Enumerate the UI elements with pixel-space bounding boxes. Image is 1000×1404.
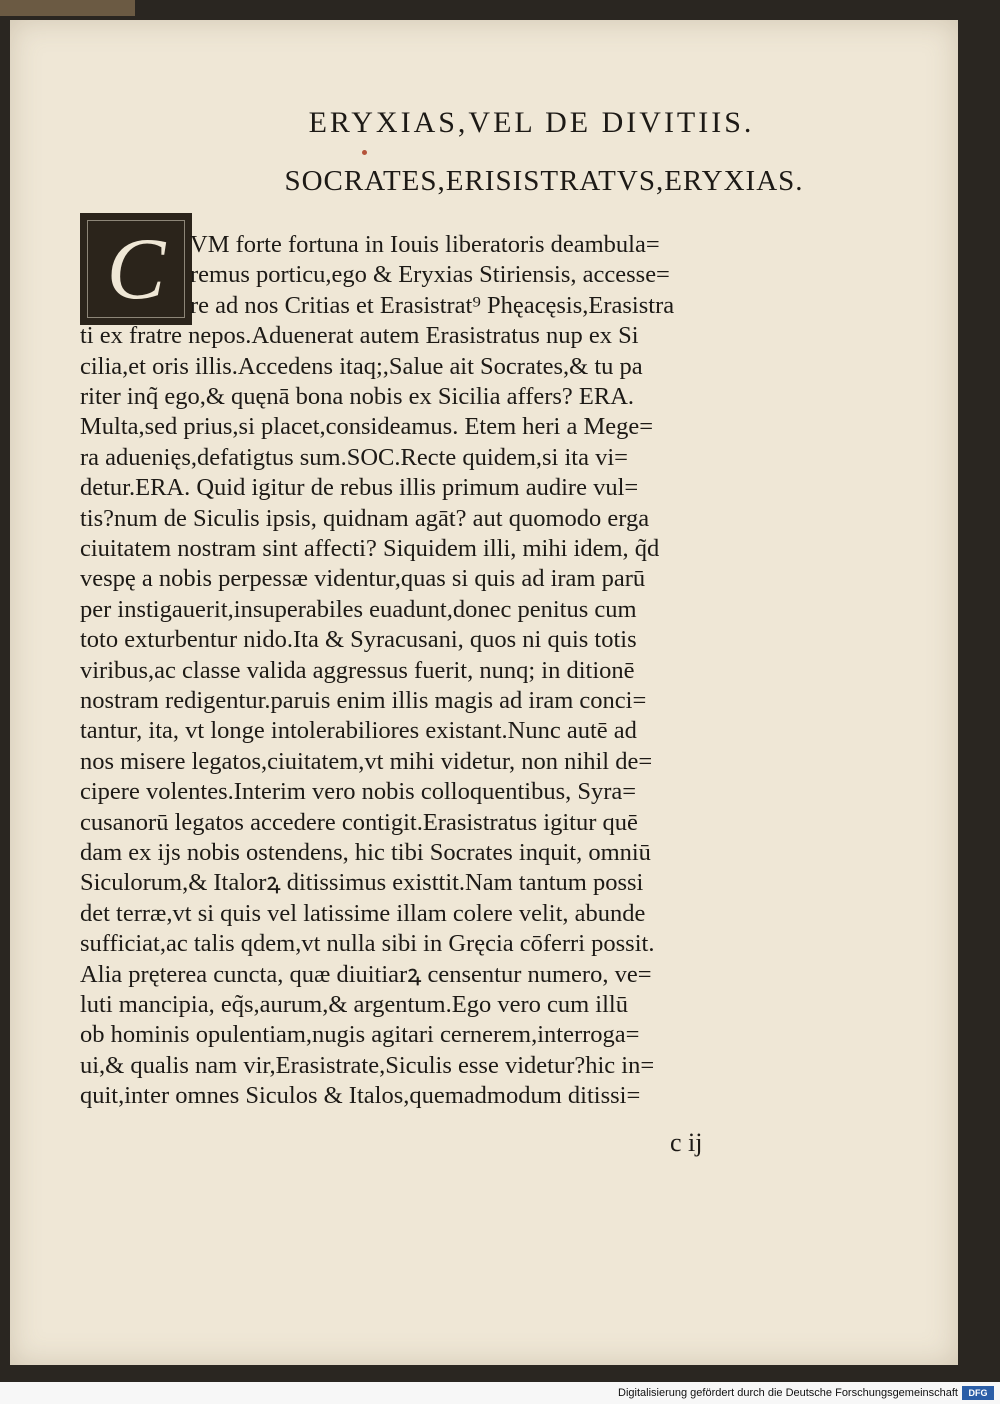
text-line: detur.ERA. Quid igitur de rebus illis primum audire vul=: [80, 474, 639, 502]
text-line: nostram redigentur.paruis enim illis magis ad iram conci=: [80, 687, 647, 714]
text-line: ra aduenięs,defatigtus sum.SOC.Recte quidem,si ita vi=: [80, 443, 628, 471]
footer-bar: [0, 1382, 1000, 1404]
scan-corner-edge: [0, 0, 135, 16]
text-line: ti ex fratre nepos.Aduenerat autem Erasistratus nup ex Si: [80, 322, 639, 350]
text-line: cilia,et oris illis.Accedens itaq;,Salue ait Socrates,& tu pa: [80, 352, 643, 380]
text-line: viribus,ac classe valida aggressus fuerit, nunq; in ditionē: [80, 656, 635, 684]
text-line: ui,& qualis nam vir,Erasistrate,Siculis esse videtur?hic in=: [80, 1051, 655, 1079]
text-line: cusanorū legatos accedere contigit.Erasistratus igitur quē: [80, 808, 638, 836]
text-line: ciuitatem nostram sint affecti? Siquidem illi, mihi idem, q̃d: [80, 535, 660, 562]
dfg-logo: DFG: [962, 1386, 994, 1400]
text-line: vespę a nobis perpessæ videntur,quas si quis ad iram parū: [80, 565, 646, 593]
text-line: Alia pręterea cuncta, quæ diuitiarꝝ censentur numero, ve=: [80, 960, 652, 988]
ink-mark: [362, 150, 367, 155]
text-line: tantur, ita, vt longe intolerabiliores existant.Nunc autē ad: [80, 717, 637, 745]
text-line: ob hominis opulentiam,nugis agitari cernerem,interroga=: [80, 1021, 640, 1049]
text-line: quit,inter omnes Siculos & Italos,quemadmodum ditissi=: [80, 1082, 641, 1110]
text-line: cipere volentes.Interim vero nobis colloquentibus, Syra=: [80, 778, 637, 806]
decorated-initial: C: [80, 213, 192, 325]
footer-credit: Digitalisierung gefördert durch die Deutsche Forschungsgemeinschaft: [618, 1387, 958, 1399]
text-line: VM forte fortuna in Iouis liberatoris deambula=: [190, 231, 660, 258]
text-line: nos misere legatos,ciuitatem,vt mihi videtur, non nihil de=: [80, 747, 653, 775]
text-line: remus porticu,ego & Eryxias Stiriensis, accesse=: [190, 261, 670, 289]
text-line: Multa,sed prius,si placet,consideamus. Etem heri a Mege=: [80, 413, 654, 441]
page-title: ERYXIAS,VEL DE DIVITIIS.: [308, 106, 755, 139]
signature-mark: c ij: [670, 1128, 703, 1157]
page-subtitle: SOCRATES,ERISISTRATVS,ERYXIAS.: [284, 165, 804, 197]
text-line: riter inq̃ ego,& quęnā bona nobis ex Sicilia affers? ERA.: [80, 383, 635, 410]
text-line: Siculorum,& Italorꝝ ditissimus existtit.Nam tantum possi: [80, 869, 644, 897]
text-line: tis?num de Siculis ipsis, quidnam agāt? aut quomodo erga: [80, 504, 650, 532]
text-line: per instigauerit,insuperabiles euadunt,donec penitus cum: [80, 595, 637, 623]
book-page: [10, 20, 958, 1365]
text-line: sufficiat,ac talis qdem,vt nulla sibi in Gręcia cōferri possit.: [80, 930, 655, 958]
text-line: toto exturbentur nido.Ita & Syracusani, quos ni quis totis: [80, 626, 637, 654]
text-line: dam ex ijs nobis ostendens, hic tibi Socrates inquit, omniū: [80, 839, 651, 866]
text-line: re ad nos Critias et Erasistrat⁹ Phęacęsis,Erasistra: [190, 291, 675, 319]
text-line: luti mancipia, eq̃s,aurum,& argentum.Ego vero cum illū: [80, 991, 628, 1018]
text-line: det terræ,vt si quis vel latissime illam colere velit, abunde: [80, 899, 646, 927]
